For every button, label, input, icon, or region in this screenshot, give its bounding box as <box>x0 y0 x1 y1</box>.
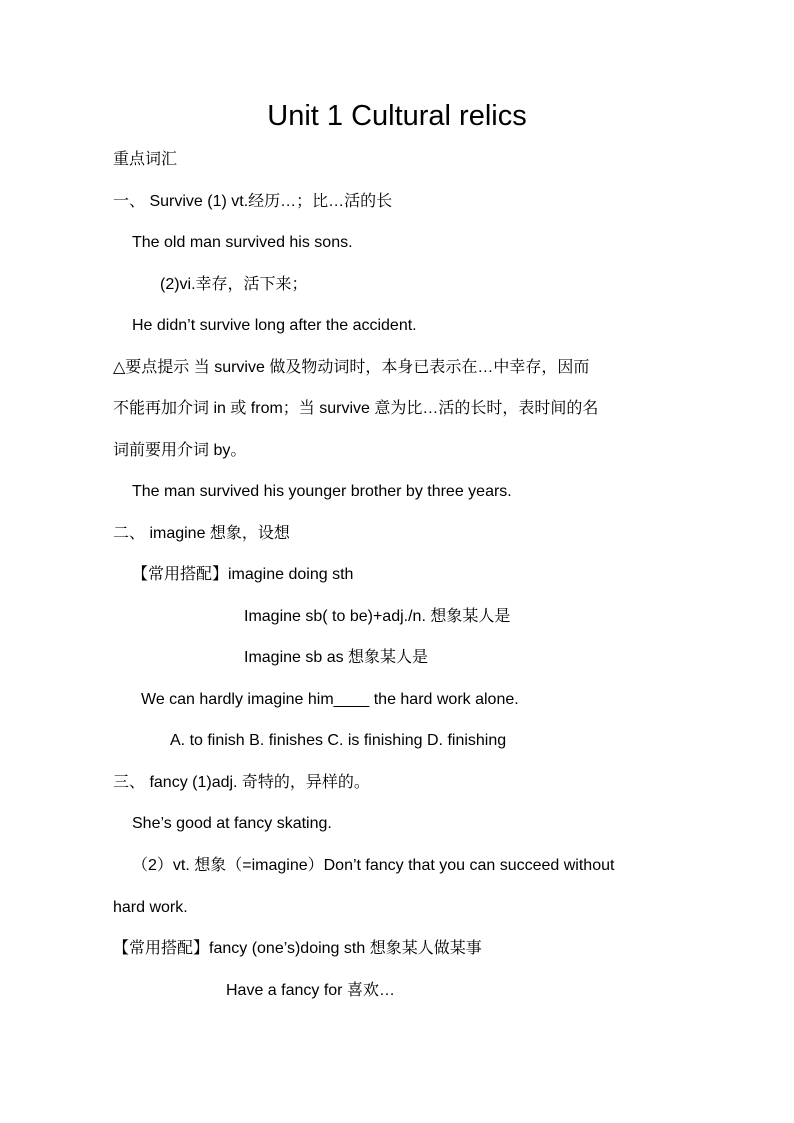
example-sentence: He didn’t survive long after the accident. <box>132 317 417 334</box>
document-title: Unit 1 Cultural relics <box>267 100 527 132</box>
collocation-item: Have a fancy for 喜欢… <box>226 982 395 999</box>
collocation-heading: 【常用搭配】imagine doing sth <box>132 566 354 583</box>
example-sentence: The man survived his younger brother by three years. <box>132 483 512 500</box>
usage-note: 不能再加介词 in 或 from；当 survive 意为比…活的长时，表时间的名 <box>113 400 599 417</box>
section-heading: 重点词汇 <box>113 151 178 168</box>
definition-line: hard work. <box>113 899 188 916</box>
collocation-item: Imagine sb as 想象某人是 <box>244 649 429 666</box>
collocation-item: Imagine sb( to be)+adj./n. 想象某人是 <box>244 608 511 625</box>
example-sentence: She’s good at fancy skating. <box>132 815 332 832</box>
collocation-heading: 【常用搭配】fancy (one’s)doing sth 想象某人做某事 <box>113 940 482 957</box>
usage-note: △要点提示 当 survive 做及物动词时，本身已表示在…中幸存，因而 <box>113 359 590 376</box>
definition-line: (2)vi.幸存，活下来； <box>160 276 308 293</box>
example-sentence: The old man survived his sons. <box>132 234 353 251</box>
definition-line: （2）vt. 想象（=imagine）Don’t fancy that you can succeed without <box>132 857 615 874</box>
exercise-question: We can hardly imagine him____ the hard work alone. <box>141 691 519 708</box>
vocab-heading-survive: 一、 Survive (1) vt.经历…；比…活的长 <box>113 193 393 210</box>
usage-note: 词前要用介词 by。 <box>113 442 247 459</box>
exercise-options: A. to finish B. finishes C. is finishing D. finishing <box>170 732 507 749</box>
vocab-heading-fancy: 三、 fancy (1)adj. 奇特的，异样的。 <box>113 774 370 791</box>
vocab-heading-imagine: 二、 imagine 想象，设想 <box>113 525 290 542</box>
